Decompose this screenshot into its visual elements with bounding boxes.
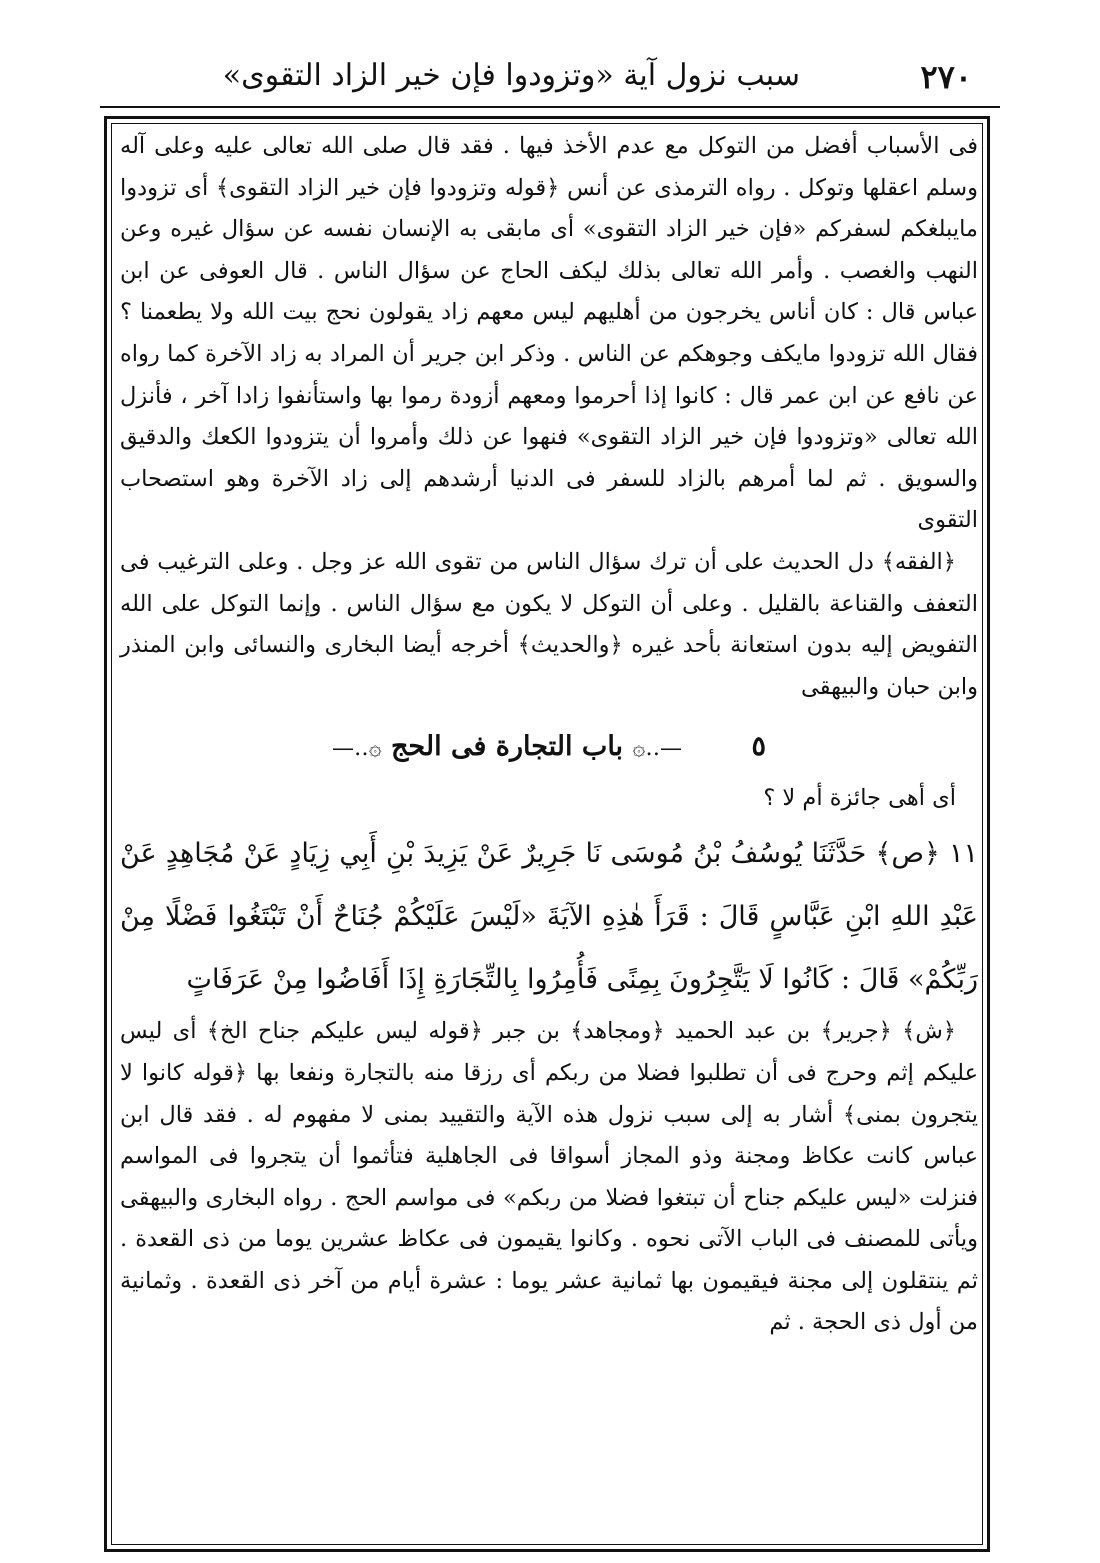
ornament-end-icon: ۞‥— [332, 736, 382, 762]
commentary-paragraph: فى الأسباب أفضل من التوكل مع عدم الأخذ فيها . فقد قال صلى الله تعالى عليه وعلى آله وسلم اعقلها وتوكل . رواه الترمذى عن أنس ﴿قوله وتزودوا فإن خير الزاد التقوى﴾ أى تزودوا مايبلغكم لسفركم «فإن خير الزاد التقوى» أى مابقى به الإنسان نفسه عن سؤال غيره وعن النهب والغصب . وأمر الله تعالى بذلك ليكف الحاج عن سؤال الناس . قال العوفى عن ابن عباس قال : كان أناس يخرجون من أهليهم ليس معهم زاد يقولون نحج بيت الله ولا يطعمنا ؟ فقال الله تزودوا مايكف وجوهكم عن الناس . وذكر ابن جرير أن المراد به زاد الآخرة كما رواه عن نافع عن ابن عمر قال : كانوا إذا أحرموا ومعهم أزودة رموا بها واستأنفوا زادا آخر ، فأنزل الله تعالى «وتزودوا فإن خير الزاد التقوى» فنهوا عن ذلك وأمروا أن يتزودوا الكعك والدقيق والسويق . ثم لما أمرهم بالزاد للسفر فى الدنيا أرشدهم إلى زاد الآخرة وهو استصحاب التقوى [120, 133, 978, 534]
chapter-subtitle: أى أهى جائزة أم لا ؟ [763, 785, 956, 812]
fiqh-paragraph: ﴿الفقه﴾ دل الحديث على أن ترك سؤال الناس من تقوى الله عز وجل . وعلى الترغيب فى التعفف والقناعة بالقليل . وعلى أن التوكل لا يكون مع سؤال الناس . وإنما التوكل على الله التفويض إليه بدون استعانة بأحد غيره ﴿والحديث﴾ أخرجه أيضا البخارى والنسائى وابن المنذر وابن حبان والبيهقى [120, 548, 978, 700]
chapter-heading [120, 722, 978, 774]
ornament-icon: —‥۞ [632, 736, 683, 762]
header-rule [100, 106, 1000, 108]
chapter-title: باب التجارة فى الحج [391, 731, 624, 763]
page-number: ٢٧٠ [920, 58, 972, 96]
hadith-text: ١١ ﴿ص﴾ حَدَّثَنَا يُوسُفُ بْنُ مُوسَى نَا جَرِيرٌ عَنْ يَزِيدَ بْنِ أَبِي زِيَادٍ عَنْ مُجَاهِدٍ عَنْ عَبْدِ اللهِ ابْنِ عَبَّاسٍ قَالَ : قَرَأَ هٰذِهِ الآيَةَ «لَيْسَ عَلَيْكُمْ جُنَاحٌ أَنْ تَبْتَغُوا فَضْلًا مِنْ رَبِّكُمْ» قَالَ : كَانُوا لَا يَتَّجِرُونَ بِمِنًى فَأُمِرُوا بِالتِّجَارَةِ إِذَا أَفَاضُوا مِنْ عَرَفَاتٍ [120, 838, 978, 996]
page-header [100, 56, 1000, 106]
text-body [120, 126, 978, 1344]
sharh-paragraph: ﴿ش﴾ ﴿جرير﴾ بن عبد الحميد ﴿ومجاهد﴾ بن جبر ﴿قوله ليس عليكم جناح الخ﴾ أى ليس عليكم إثم وحرج فى أن تطلبوا فضلا من ربكم أى رزقا منه بالتجارة ونفعا بها ﴿قوله كانوا لا يتجرون بمنى﴾ أشار به إلى سبب نزول هذه الآية والتقييد بمنى لا مفهوم له . فقد قال ابن عباس كانت عكاظ ومجنة وذو المجاز أسواقا فى الجاهلية فتأثموا أن يتجروا فى المواسم فنزلت «ليس عليكم جناح أن تبتغوا فضلا من ربكم» فى مواسم الحج . رواه البخارى والبيهقى ويأتى للمصنف فى الباب الآتى نحوه . وكانوا يقيمون فى عكاظ عشرين يوما من ذى القعدة . ثم ينتقلون إلى مجنة فيقيمون بها ثمانية عشر يوما : عشرة أيام من آخر ذى القعدة . وثمانية من أول ذى الحجة . ثم [120, 1018, 978, 1336]
running-title: سبب نزول آية «وتزودوا فإن خير الزاد التقوى» [222, 58, 800, 93]
chapter-number: ٥ [751, 731, 766, 763]
